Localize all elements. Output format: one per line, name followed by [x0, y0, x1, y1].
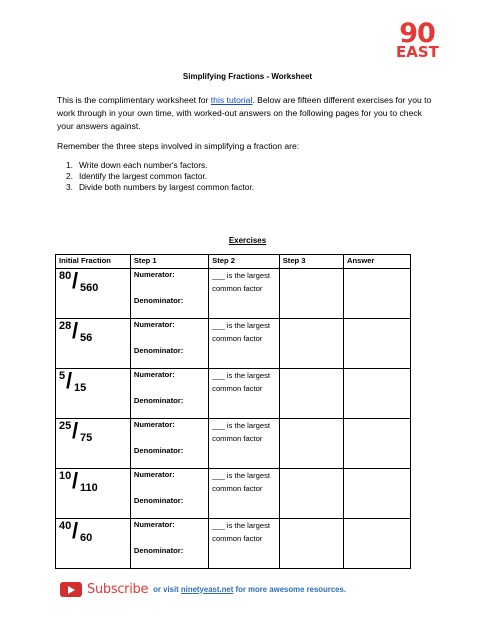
fraction-denominator: 15 [74, 382, 87, 394]
initial-fraction-cell [56, 269, 131, 319]
fraction [59, 420, 127, 460]
fraction-slash: / [66, 368, 73, 393]
step-1-cell[interactable] [130, 469, 208, 519]
answer-cell[interactable] [343, 369, 410, 419]
intro-paragraph [57, 94, 441, 133]
subscribe-link[interactable]: Subscribe [87, 581, 149, 597]
exercises-table [55, 254, 411, 569]
fraction-slash: / [72, 518, 79, 543]
initial-fraction-cell [56, 469, 131, 519]
initial-fraction-cell [56, 369, 131, 419]
fraction-slash: / [72, 268, 79, 293]
denominator-label: Denominator: [133, 446, 184, 455]
step-2-cell[interactable] [209, 469, 280, 519]
initial-fraction-cell [56, 519, 131, 569]
step-item: 1. Write down each number's factors. [66, 160, 208, 170]
numerator-label: Numerator: [133, 420, 175, 429]
fraction-denominator: 110 [80, 482, 98, 494]
table-row [56, 419, 411, 469]
answer-cell[interactable] [343, 519, 410, 569]
header-step-1: Step 1 [130, 255, 208, 269]
steps-intro: Remember the three steps involved in simplifying a fraction are: [57, 141, 300, 151]
step-2-cell[interactable] [209, 269, 280, 319]
table-row [56, 519, 411, 569]
largest-common-factor-prompt: ___ is the largest common factor [212, 271, 270, 293]
fraction [59, 370, 127, 410]
denominator-label: Denominator: [133, 346, 184, 355]
denominator-label: Denominator: [133, 396, 184, 405]
numerator-label: Numerator: [133, 470, 175, 479]
step-1-cell[interactable] [130, 269, 208, 319]
logo-number: 90 [399, 18, 435, 49]
fraction-slash: / [72, 468, 79, 493]
fraction-denominator: 560 [80, 282, 99, 294]
step-2-cell[interactable] [209, 519, 280, 569]
table-header-row [56, 255, 411, 269]
denominator-label: Denominator: [133, 496, 184, 505]
header-step-3: Step 3 [279, 255, 343, 269]
answer-cell[interactable] [343, 419, 410, 469]
initial-fraction-cell [56, 319, 131, 369]
header-step-2: Step 2 [209, 255, 280, 269]
largest-common-factor-prompt: ___ is the largest common factor [212, 421, 270, 443]
intro-text-end: . Below are fifteen different exercises for you to work through in your own time, with worked-out answers on the following pages for you to check your answers against. [57, 95, 432, 131]
step-2-cell[interactable] [209, 319, 280, 369]
step-2-cell[interactable] [209, 369, 280, 419]
largest-common-factor-prompt: ___ is the largest common factor [212, 321, 270, 343]
numerator-label: Numerator: [133, 320, 175, 329]
ninetyeast-link[interactable]: ninetyeast.net [180, 584, 234, 594]
exercise-rows [56, 269, 411, 569]
denominator-label: Denominator: [133, 546, 184, 555]
step-3-cell[interactable] [279, 369, 343, 419]
ninety-east-logo [396, 20, 438, 60]
exercises-heading: Exercises [228, 236, 267, 245]
header-initial-fraction: Initial Fraction [56, 255, 131, 269]
table-row [56, 319, 411, 369]
intro-text-start: This is the complimentary worksheet for [57, 95, 211, 105]
step-item: 2. Identify the largest common factor. [66, 171, 208, 181]
fraction-numerator: 5 [59, 370, 66, 382]
tutorial-link[interactable]: this tutorial [210, 95, 253, 105]
numerator-label: Numerator: [133, 520, 175, 529]
answer-cell[interactable] [343, 269, 410, 319]
denominator-label: Denominator: [133, 296, 184, 305]
step-1-cell[interactable] [130, 419, 208, 469]
steps-list [57, 160, 254, 193]
fraction-numerator: 40 [59, 520, 72, 532]
answer-cell[interactable] [343, 469, 410, 519]
largest-common-factor-prompt: ___ is the largest common factor [212, 521, 270, 543]
fraction-numerator: 80 [59, 270, 72, 282]
largest-common-factor-prompt: ___ is the largest common factor [212, 471, 270, 493]
step-1-cell[interactable] [130, 319, 208, 369]
table-row [56, 269, 411, 319]
fraction [59, 470, 127, 510]
worksheet-title: Simplifying Fractions - Worksheet [182, 72, 313, 81]
step-3-cell[interactable] [279, 419, 343, 469]
answer-cell[interactable] [343, 319, 410, 369]
step-3-cell[interactable] [279, 519, 343, 569]
header-answer: Answer [343, 255, 410, 269]
logo-word: EAST [396, 43, 439, 61]
fraction-denominator: 60 [80, 532, 93, 544]
step-item: 3. Divide both numbers by largest common factor. [66, 182, 255, 192]
fraction-denominator: 56 [80, 332, 93, 344]
initial-fraction-cell [56, 419, 131, 469]
fraction-numerator: 10 [59, 470, 72, 482]
step-3-cell[interactable] [279, 319, 343, 369]
step-2-cell[interactable] [209, 419, 280, 469]
footer-text: or visit ninetyeast.net for more awesome resources. [153, 584, 347, 594]
fraction-slash: / [72, 318, 79, 343]
numerator-label: Numerator: [133, 370, 175, 379]
step-1-cell[interactable] [130, 369, 208, 419]
numerator-label: Numerator: [133, 270, 175, 279]
fraction [59, 520, 127, 560]
step-3-cell[interactable] [279, 269, 343, 319]
step-3-cell[interactable] [279, 469, 343, 519]
table-row [56, 469, 411, 519]
fraction [59, 320, 127, 360]
fraction-denominator: 75 [80, 432, 93, 444]
largest-common-factor-prompt: ___ is the largest common factor [212, 371, 270, 393]
step-1-cell[interactable] [130, 519, 208, 569]
fraction-slash: / [72, 418, 79, 443]
footer [60, 578, 346, 600]
fraction-numerator: 28 [59, 320, 72, 332]
table-row [56, 369, 411, 419]
fraction-numerator: 25 [59, 420, 72, 432]
youtube-play-icon[interactable] [60, 582, 82, 597]
fraction [59, 270, 127, 310]
